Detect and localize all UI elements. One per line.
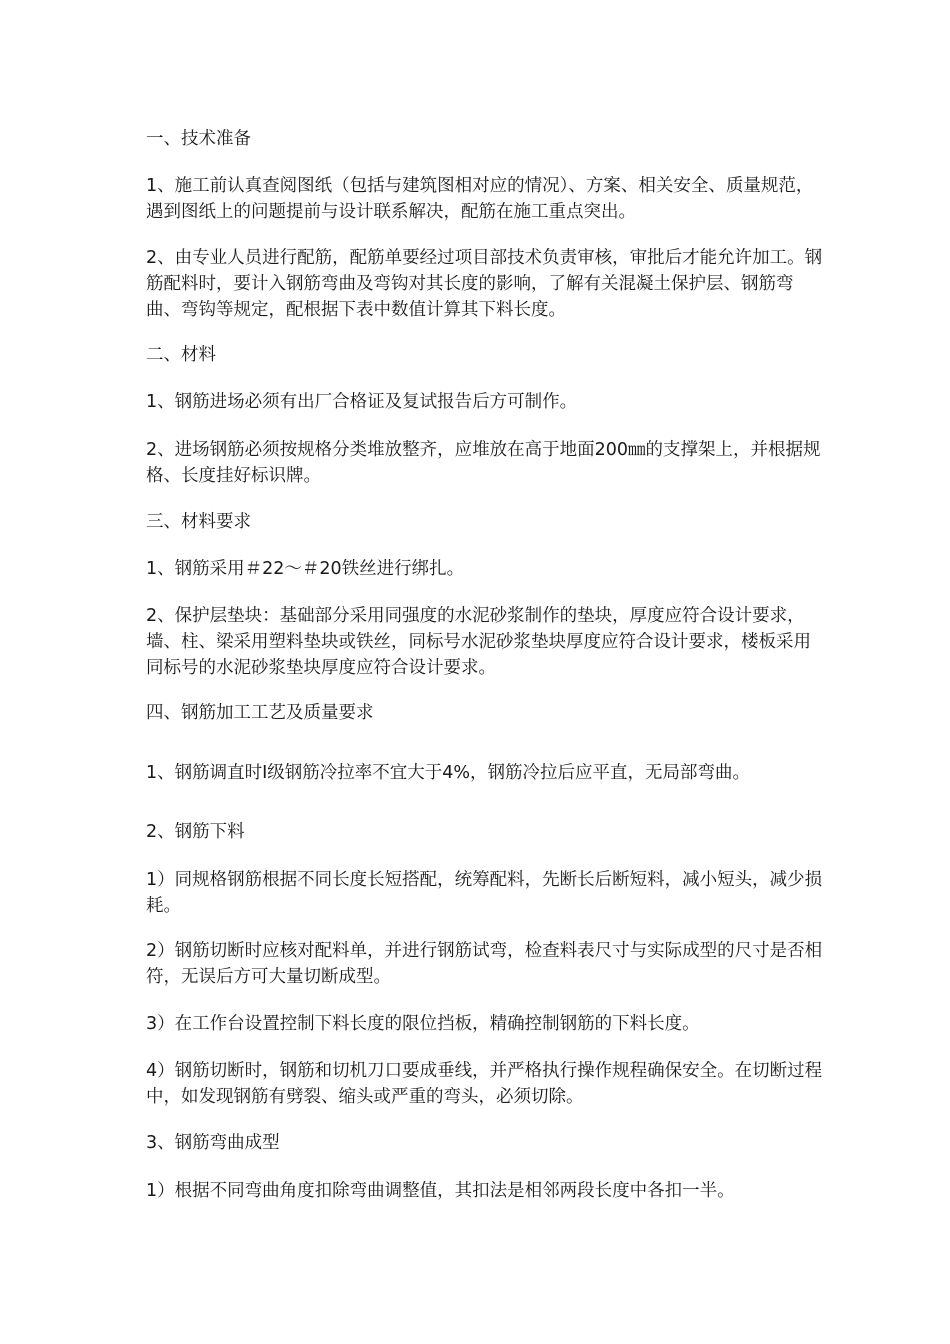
paragraph-cutting-2: 2）钢筋切断时应核对配料单，并进行钢筋试弯，检查料表尺寸与实际成型的尺寸是否相符，无误后方可大量切断成型。 [146,941,823,987]
paragraph-cutting-4: 4）钢筋切断时，钢筋和切机刀口要成垂线，并严格执行操作规程确保安全。在切断过程中，如发现钢筋有劈裂、缩头或严重的弯头，必须切除。 [146,1061,823,1107]
paragraph-storage: 2、进场钢筋必须按规格分类堆放整齐，应堆放在高于地面200㎜的支撑架上，并根据规格、长度挂好标识牌。 [146,440,821,486]
paragraph-binding-wire: 1、钢筋采用＃22～＃20铁丝进行绑扎。 [146,559,465,579]
paragraph-bending-1: 1）根据不同弯曲角度扣除弯曲调整值，其扣法是相邻两段长度中各扣一半。 [146,1181,735,1201]
section-heading-processing: 四、钢筋加工工艺及质量要求 [146,703,374,723]
paragraph-review-drawings: 1、施工前认真查阅图纸（包括与建筑图相对应的情况）、方案、相关安全、质量规范，遇到图纸上的问题提前与设计联系解决，配筋在施工重点突出。 [146,176,814,222]
section-heading-materials: 二、材料 [146,345,216,365]
section-heading-material-requirements: 三、材料要求 [146,512,251,532]
paragraph-cutting-3: 3）在工作台设置控制下料长度的限位挡板，精确控制钢筋的下料长度。 [146,1014,700,1034]
paragraph-straightening: 1、钢筋调直时Ⅰ级钢筋冷拉率不宜大于4%，钢筋冷拉后应平直，无局部弯曲。 [146,763,751,783]
subheading-bending: 3、钢筋弯曲成型 [146,1133,280,1153]
paragraph-cover-blocks: 2、保护层垫块：基础部分采用同强度的水泥砂浆制作的垫块，厚度应符合设计要求，墙、柱、梁采用塑料垫块或铁丝，同标号水泥砂浆垫块厚度应符合设计要求，楼板采用同标号的水泥砂浆垫块厚度应符合设计要求。 [146,606,811,678]
paragraph-certificate: 1、钢筋进场必须有出厂合格证及复试报告后方可制作。 [146,392,578,412]
paragraph-cutting-1: 1）同规格钢筋根据不同长度长短搭配，统筹配料，先断长后断短料，减小短头，减少损耗。 [146,870,823,916]
paragraph-rebar-allocation: 2、由专业人员进行配筋，配筋单要经过项目部技术负责审核，审批后才能允许加工。钢筋配料时，要计入钢筋弯曲及弯钩对其长度的影响，了解有关混凝土保护层、钢筋弯曲、弯钩等规定，配根据下表中数值计算其下料长度。 [146,248,823,320]
section-heading-technical-preparation: 一、技术准备 [146,129,251,149]
subheading-cutting: 2、钢筋下料 [146,822,245,842]
